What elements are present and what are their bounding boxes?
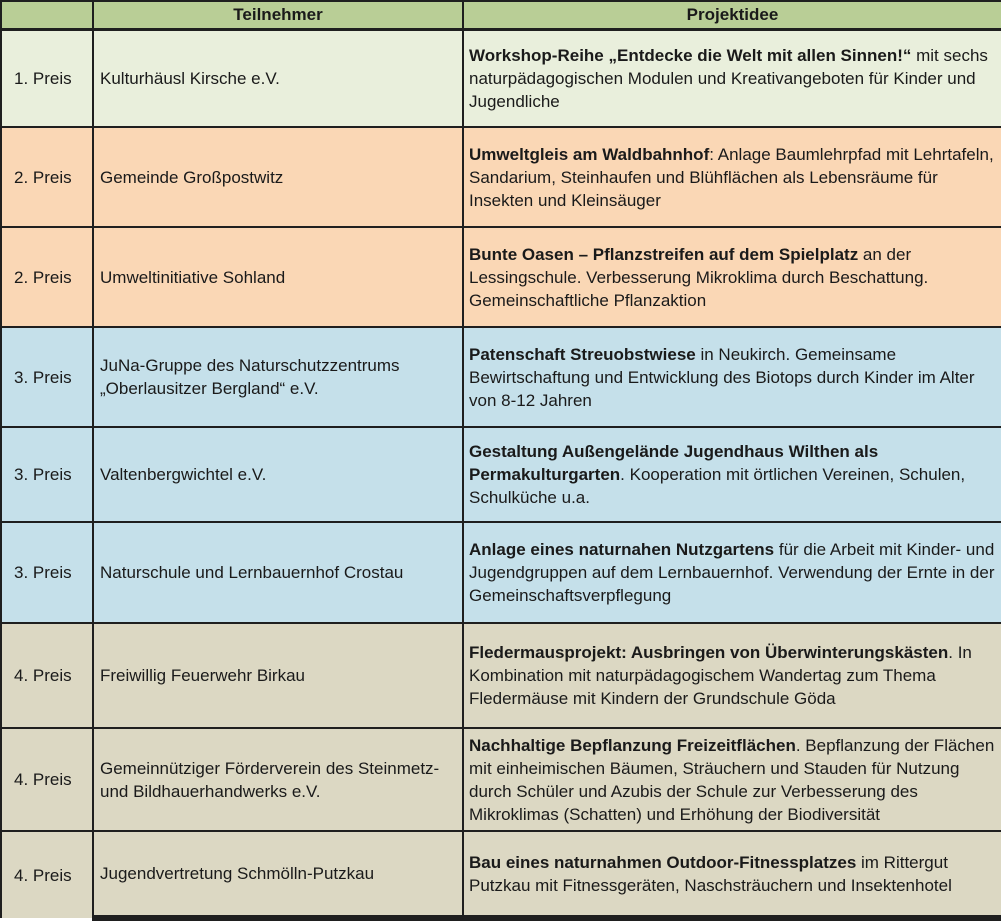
project-description: mit sechs naturpädagogischen Modulen und Kreativangeboten für Kinder und Jugendliche [469, 45, 988, 111]
project-idea-cell [463, 831, 1001, 918]
column-header-teilnehmer: Teilnehmer [93, 1, 463, 29]
participant-cell [93, 227, 463, 327]
project-title: Anlage eines naturnahen Nutzgartens [469, 540, 775, 559]
table-body [1, 29, 1001, 918]
prize-rank-cell [1, 623, 93, 728]
project-description: . Bepflanzung der Flächen mit einheimischen Bäumen, Sträuchern und Stauden für Nutzung durch Schüler und Azubis der Schule zur Verbesserung des Mikroklimas (Schatten) und Erhöhung der Biodiversität [469, 735, 995, 824]
table-row [1, 831, 1001, 918]
participant-cell [93, 127, 463, 227]
table-row [1, 427, 1001, 522]
prize-rank-label: 2. Preis [14, 267, 72, 287]
table-row [1, 327, 1001, 427]
prize-rank-label: 2. Preis [14, 167, 72, 187]
project-description: an der Lessingschule. Verbesserung Mikroklima durch Beschattung. Gemeinschaftliche Pflanzaktion [469, 244, 929, 310]
project-title: Workshop-Reihe „Entdecke die Welt mit allen Sinnen!“ [469, 45, 912, 65]
prize-rank-cell [1, 29, 93, 127]
participant-cell [93, 327, 463, 427]
prize-rank-label: 4. Preis [14, 865, 72, 885]
participant-name: Jugendvertretung Schmölln-Putzkau [100, 864, 375, 883]
participant-cell [93, 29, 463, 127]
participant-cell [93, 728, 463, 831]
participant-name: Umweltinitiative Sohland [100, 267, 286, 287]
table-row [1, 728, 1001, 831]
project-description: für die Arbeit mit Kinder- und Jugendgruppen auf dem Lernbauernhof. Verwendung der Ernte in der Gemeinschaftsverpflegung [469, 540, 995, 605]
project-idea-cell [463, 522, 1001, 623]
column-header-prize [1, 1, 93, 29]
prize-rank-cell [1, 831, 93, 918]
table-row [1, 127, 1001, 227]
project-title: Bau eines naturnahmen Outdoor-Fitnessplatzes [469, 852, 857, 872]
project-description: in Neukirch. Gemeinsame Bewirtschaftung und Entwicklung des Biotops durch Kinder im Alter von 8-12 Jahren [469, 344, 975, 410]
project-title: Patenschaft Streuobstwiese [469, 344, 696, 364]
participant-name: Naturschule und Lernbauernhof Crostau [100, 563, 404, 582]
participant-name: Valtenbergwichtel e.V. [100, 465, 267, 484]
project-description: im Rittergut Putzkau mit Fitnessgeräten, Naschsträuchern und Insektenhotel [469, 852, 952, 895]
participant-cell [93, 831, 463, 918]
project-description: . In Kombination mit naturpädagogischem Wandertag zum Thema Fledermäuse mit Kindern der Grundschule Göda [469, 643, 972, 708]
participant-cell [93, 522, 463, 623]
project-title: Nachhaltige Bepflanzung Freizeitflächen [469, 735, 796, 755]
prize-rank-cell [1, 327, 93, 427]
project-idea-cell [463, 127, 1001, 227]
prize-rank-cell [1, 127, 93, 227]
project-description: : Anlage Baumlehrpfad mit Lehrtafeln, Sandarium, Steinhaufen und Blühflächen als Lebensräume für Insekten und Kleinsäuger [469, 144, 994, 210]
table-row [1, 227, 1001, 327]
project-idea-cell [463, 728, 1001, 831]
prize-rank-label: 4. Preis [14, 770, 72, 789]
project-idea-cell [463, 227, 1001, 327]
project-title: Bunte Oasen – Pflanzstreifen auf dem Spielplatz [469, 244, 859, 264]
prize-rank-cell [1, 427, 93, 522]
participant-name: Gemeinde Großpostwitz [100, 167, 284, 187]
prize-rank-cell [1, 728, 93, 831]
project-title: Gestaltung Außengelände Jugendhaus Wilthen als Permakulturgarten [469, 442, 879, 484]
project-description: . Kooperation mit örtlichen Vereinen, Schulen, Schulküche u.a. [469, 465, 966, 507]
prize-rank-cell [1, 522, 93, 623]
participant-cell [93, 427, 463, 522]
project-title: Fledermausprojekt: Ausbringen von Überwinterungskästen [469, 643, 949, 662]
project-idea-cell [463, 427, 1001, 522]
column-header-projektidee: Projektidee [463, 1, 1001, 29]
table-row [1, 522, 1001, 623]
table-row [1, 623, 1001, 728]
table-row [1, 29, 1001, 127]
participant-name: Gemeinnütziger Förderverein des Steinmetz- und Bildhauerhandwerks e.V. [100, 758, 440, 801]
project-idea-cell [463, 327, 1001, 427]
project-idea-cell [463, 623, 1001, 728]
prize-rank-label: 3. Preis [14, 367, 72, 387]
participant-name: Freiwillig Feuerwehr Birkau [100, 666, 306, 685]
header-row [1, 1, 1001, 29]
participant-cell [93, 623, 463, 728]
prize-rank-cell [1, 227, 93, 327]
participant-name: JuNa-Gruppe des Naturschutzzentrums „Oberlausitzer Bergland“ e.V. [100, 356, 400, 398]
prize-rank-label: 1. Preis [14, 68, 72, 88]
prize-rank-label: 3. Preis [14, 563, 72, 582]
participant-name: Kulturhäusl Kirsche e.V. [100, 68, 280, 88]
prize-rank-label: 3. Preis [14, 465, 72, 484]
project-idea-cell [463, 29, 1001, 127]
prize-rank-label: 4. Preis [14, 666, 72, 685]
project-title: Umweltgleis am Waldbahnhof [469, 144, 710, 164]
